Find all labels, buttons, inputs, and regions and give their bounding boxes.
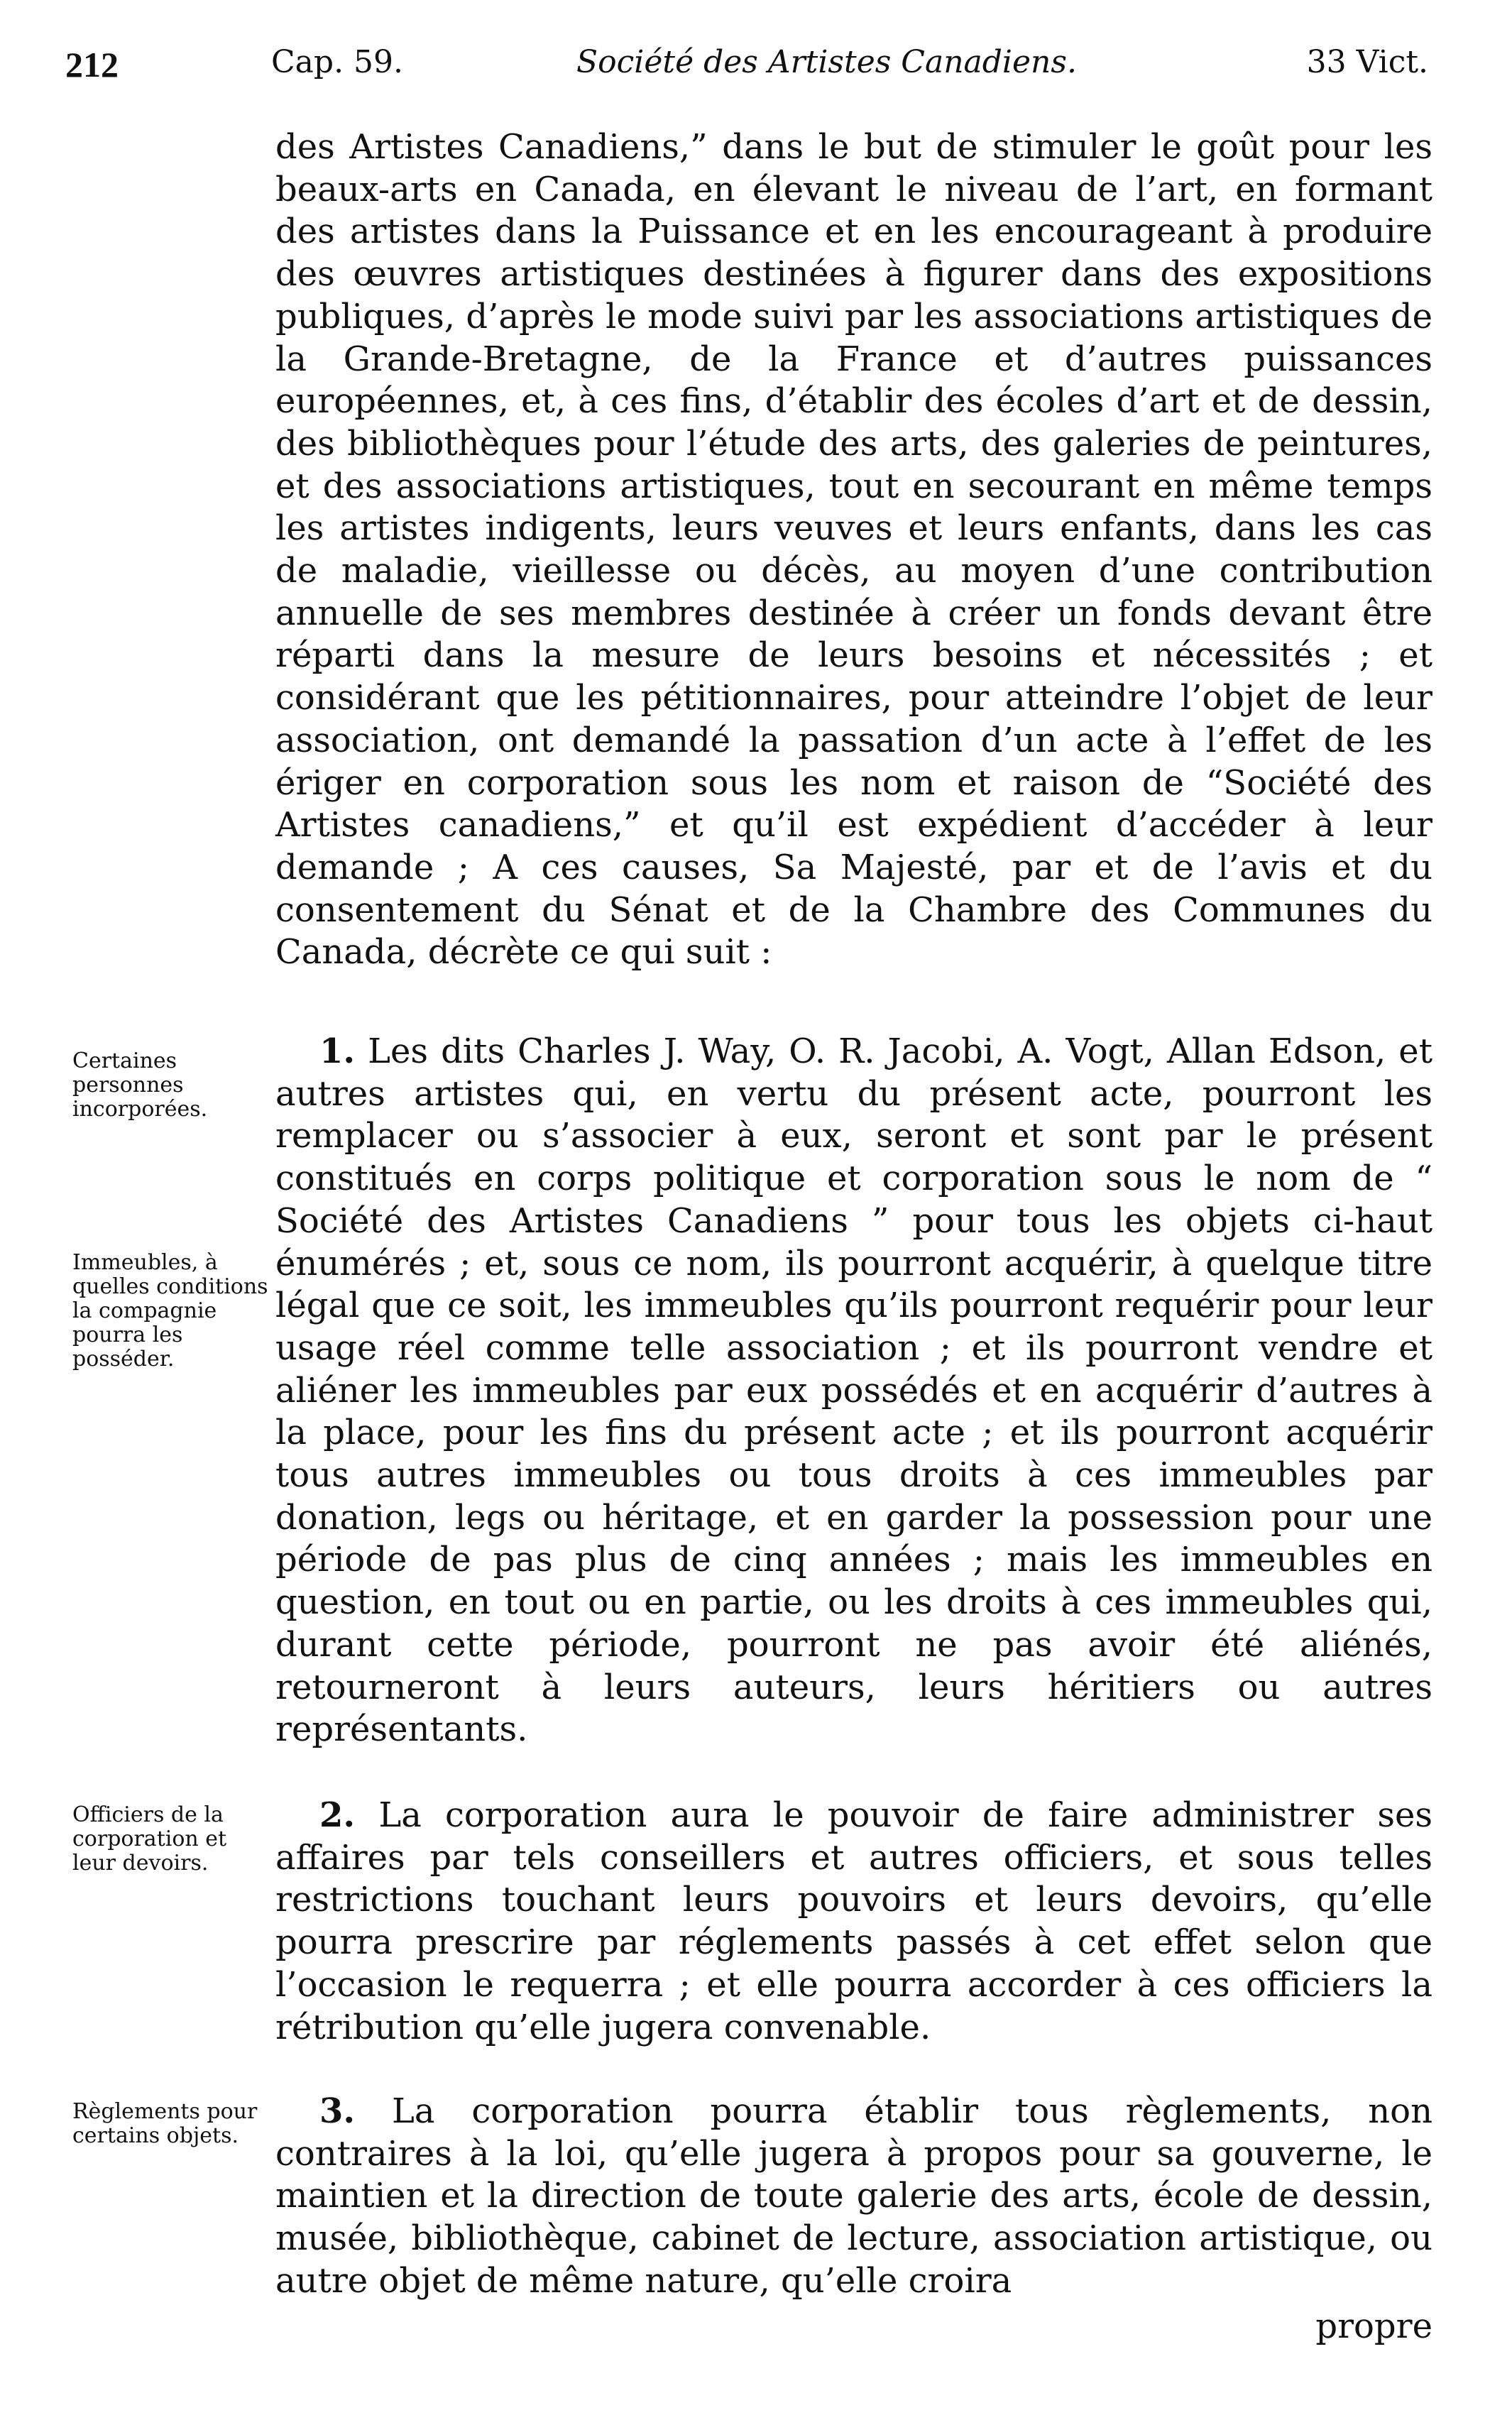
preamble-paragraph: des Artistes Canadiens,” dans le but de stimuler le goût pour les beaux-arts en Canada, en élevant le niveau de l’art, en formant des artistes dans la Puissance et en les encourageant à produire des œuvres artistiques destinées à figurer dans des expositions publiques, d’après le mode suivi par les associations artistiques de la Grande-Bretagne, de la France et d’autres puissances européennes, et, à ces fins, d’établir des écoles d’art et de dessin, des bibliothèques pour l’étude des arts, des galeries de peintures, et des associations artistiques, tout en secourant en même temps les artistes indigents, leurs veuves et leurs enfants, dans les cas de maladie, vieillesse ou décès, au moyen d’une contribution annuelle de ses membres destinée à créer un fonds devant être réparti dans la mesure de leurs besoins et nécessités ; et considérant que les pétitionnaires, pour atteindre l’objet de leur association, ont demandé la passation d’un acte à l’effet de les ériger en corporation sous les nom et raison de “Société des Artistes canadiens,” et qu’il est expédient d’accéder à leur demande ; A ces causes, Sa Majesté, par et de l’avis et du consentement du Sénat et de la Chambre des Communes du Canada, décrète ce qui suit :: [275, 127, 1432, 973]
marginal-note-officers: Officiers de la corporation et leur devoirs.: [72, 1802, 227, 1876]
page-header: [65, 44, 1428, 94]
page-number: 212: [65, 45, 119, 84]
section-3-number: 3.: [319, 2091, 356, 2131]
section-1-number: 1.: [319, 1031, 356, 1071]
running-title: Société des Artistes Canadiens.: [576, 44, 1077, 80]
section-3-text: La corporation pourra établir tous règlements, non contraires à la loi, qu’elle jugera à propos pour sa gouverne, le maintien et la direction de toute galerie des arts, école de dessin, musée, bibliothèque, cabinet de lecture, association artistique, ou autre objet de même nature, qu’elle croira: [275, 2091, 1432, 2301]
section-2-number: 2.: [319, 1795, 356, 1835]
chapter-label: Cap. 59.: [271, 44, 404, 80]
catchword: propre: [1315, 2306, 1432, 2346]
section-2-text: La corporation aura le pouvoir de faire administrer ses affaires par tels conseillers et autres officiers, et sous telles restrictions touchant leurs pouvoirs et leurs devoirs, qu’elle pourra prescrire par réglements passés à cet effet selon que l’occasion le requerra ; et elle pourra accorder à ces officiers la rétribution qu’elle jugera convenable.: [275, 1795, 1432, 2047]
marginal-note-property: Immeubles, à quelles conditions la compagnie pourra les posséder.: [72, 1250, 268, 1371]
marginal-note-incorporation: Certaines personnes incorporées.: [72, 1049, 208, 1122]
marginal-note-bylaws: Règlements pour certains objets.: [72, 2099, 258, 2148]
section-3: [275, 2091, 1432, 2303]
section-1-text: Les dits Charles J. Way, O. R. Jacobi, A. Vogt, Allan Edson, et autres artistes qui, en vertu du présent acte, pourront les remplacer ou s’associer à eux, seront et sont par le présent constitués en corps politique et corporation sous le nom de “ Société des Artistes Canadiens ” pour tous les objets ci-haut énumérés ; et, sous ce nom, ils pourront acquérir, à quelque titre légal que ce soit, les immeubles qu’ils pourront requérir pour leur usage réel comme telle association ; et ils pourront vendre et aliéner les immeubles par eux possédés et en acquérir d’autres à la place, pour les fins du présent acte ; et ils pourront acquérir tous autres immeubles ou tous droits à ces immeubles par donation, legs ou héritage, et en garder la possession pour une période de pas plus de cinq années ; mais les immeubles en question, en tout ou en partie, ou les droits à ces immeubles qui, durant cette période, pourront ne pas avoir été aliénés, retourneront à leurs auteurs, leurs héritiers ou autres représentants.: [275, 1031, 1432, 1750]
regnal-year: 33 Vict.: [1306, 44, 1428, 80]
section-2: [275, 1795, 1432, 2049]
section-1: [275, 1031, 1432, 1751]
